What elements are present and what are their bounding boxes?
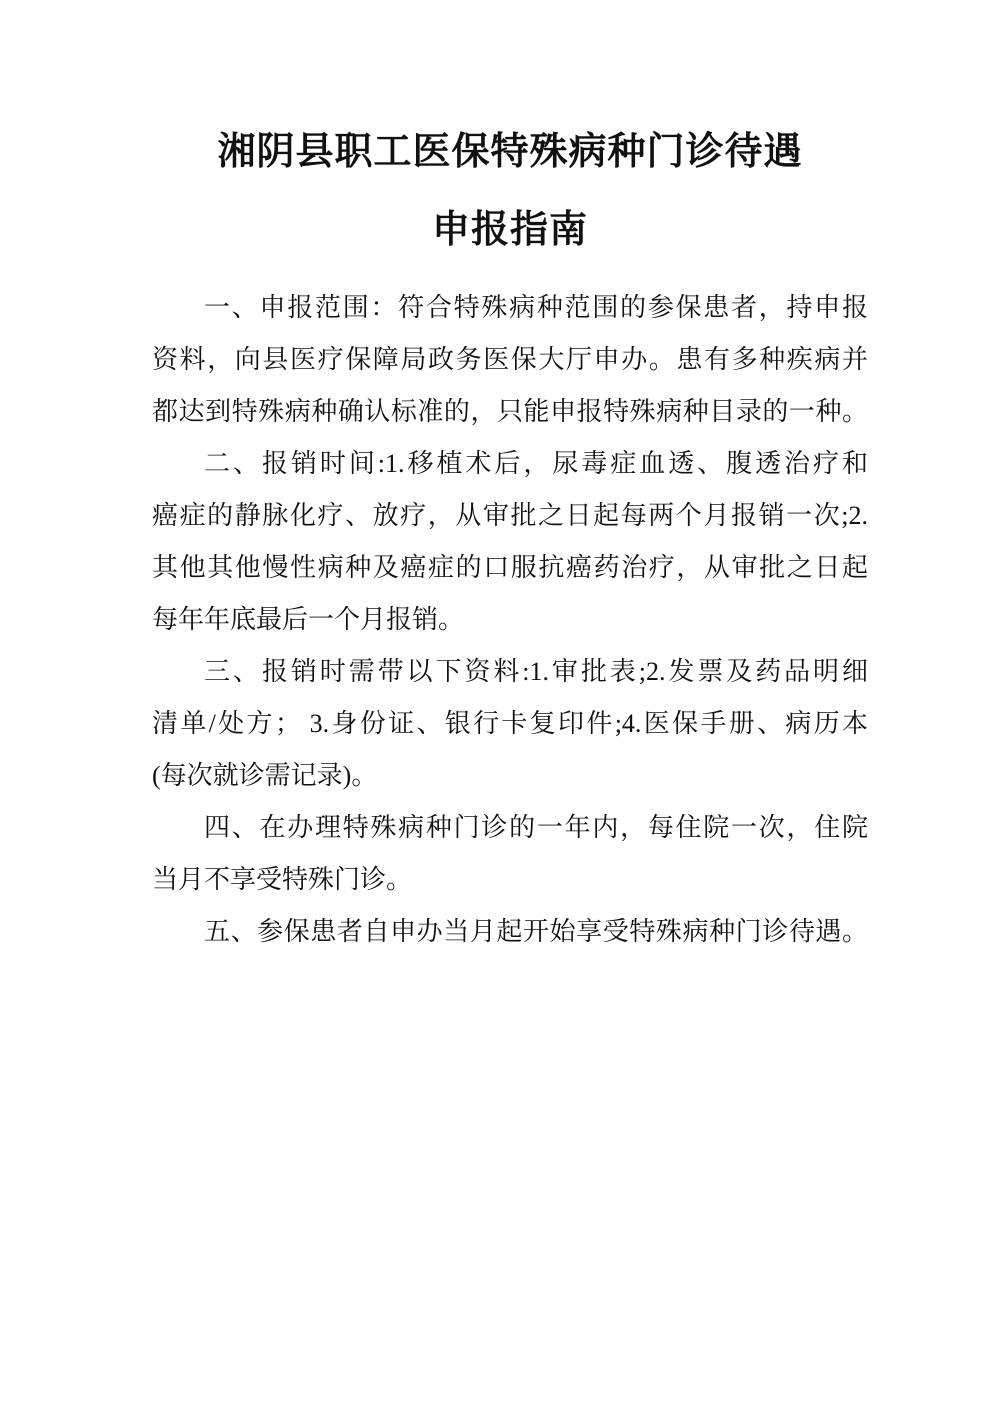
paragraph-2 [152,438,868,646]
paragraph-4 [152,802,868,906]
text-line: 癌症的静脉化疗、放疗，从审批之日起每两个月报销一次;2. [152,501,868,530]
text-line: 当月不享受特殊门诊。 [152,865,413,894]
paragraph-3 [152,646,868,802]
document-body [152,282,868,958]
document-content [152,126,868,958]
text-line: 资料，向县医疗保障局政务医保大厅申办。患有多种疾病并 [152,345,868,374]
text-line: 二、报销时间:1.移植术后，尿毒症血透、腹透治疗和 [204,449,868,478]
text-line: 清单/处方； 3.身份证、银行卡复印件;4.医保手册、病历本 [152,709,868,738]
text-line: 三、报销时需带以下资料:1.审批表;2.发票及药品明细 [204,657,868,686]
paragraph-1 [152,282,868,438]
text-line: 每年年底最后一个月报销。 [152,605,465,634]
paragraph-5 [152,906,868,958]
document-title-line-1: 湘阴县职工医保特殊病种门诊待遇 [217,131,803,173]
text-line: (每次就诊需记录)。 [152,761,378,790]
text-line: 都达到特殊病种确认标准的，只能申报特殊病种目录的一种。 [152,397,868,426]
text-line: 其他其他慢性病种及癌症的口服抗癌药治疗，从审批之日起 [152,553,868,582]
text-line: 五、参保患者自申办当月起开始享受特殊病种门诊待遇。 [204,917,868,946]
text-line: 四、在办理特殊病种门诊的一年内，每住院一次，住院 [204,813,868,842]
document-title-line-2: 申报指南 [431,209,588,251]
text-line: 一、申报范围：符合特殊病种范围的参保患者，持申报 [204,293,868,322]
